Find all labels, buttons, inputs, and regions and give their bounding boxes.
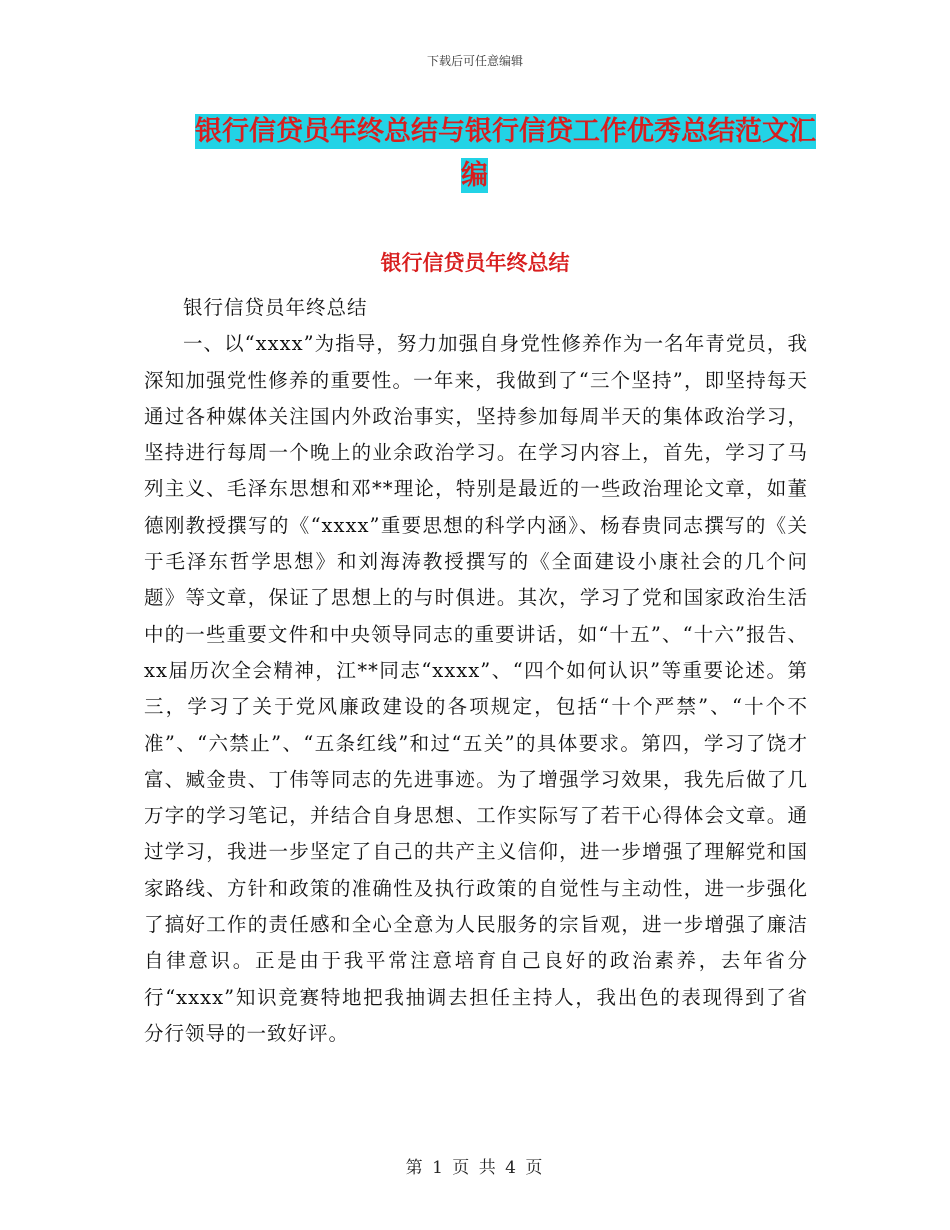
- paragraph: 银行信贷员年终总结: [183, 296, 368, 319]
- paragraph: 一、以“xxxx”为指导，努力加强自身党性修养作为一名年青党员，我深知加强党性修养的重要性。一年来，我做到了“三个坚持”，即坚持每天通过各种媒体关注国内外政治事实，坚持参加每周半天的集体政治学习，坚持进行每周一个晚上的业余政治学习。在学习内容上，首先，学习了马列主义、毛泽东思想和邓**理论，特别是最近的一些政治理论文章，如董德刚教授撰写的《“xxxx”重要思想的科学内涵》、杨春贵同志撰写的《关于毛泽东哲学思想》和刘海涛教授撰写的《全面建设小康社会的几个问题》等文章，保证了思想上的与时俱进。其次，学习了党和国家政治生活中的一些重要文件和中央领导同志的重要讲话，如“十五”、“十六”报告、xx届历次全会精神，江**同志“xxxx”、“四个如何认识”等重要论述。第三，学习了关于党风廉政建设的各项规定，包括“十个严禁”、“十个不准”、“六禁止”、“五条红线”和过“五关”的具体要求。第四，学习了饶才富、臧金贵、丁伟等同志的先进事迹。为了增强学习效果，我先后做了几万字的学习笔记，并结合自身思想、工作实际写了若干心得体会文章。通过学习，我进一步坚定了自己的共产主义信仰，进一步增强了理解党和国家路线、方针和政策的准确性及执行政策的自觉性与主动性，进一步强化了搞好工作的责任感和全心全意为人民服务的宗旨观，进一步增强了廉洁自律意识。正是由于我平常注意培育自己良好的政治素养，去年省分行“xxxx”知识竞赛特地把我抽调去担任主持人，我出色的表现得到了省分行领导的一致好评。: [144, 332, 808, 1045]
- body-text: [144, 290, 808, 1052]
- header-note: 下载后可任意编辑: [426, 54, 523, 68]
- page-footer: 第 1 页 共 4 页: [405, 1158, 545, 1178]
- title-line-1: 银行信贷员年终总结与银行信贷工作优秀总结范文汇: [195, 116, 816, 147]
- title-line-2: 编: [461, 160, 488, 191]
- section-title: 银行信贷员年终总结: [380, 251, 570, 275]
- document-title: [150, 110, 850, 198]
